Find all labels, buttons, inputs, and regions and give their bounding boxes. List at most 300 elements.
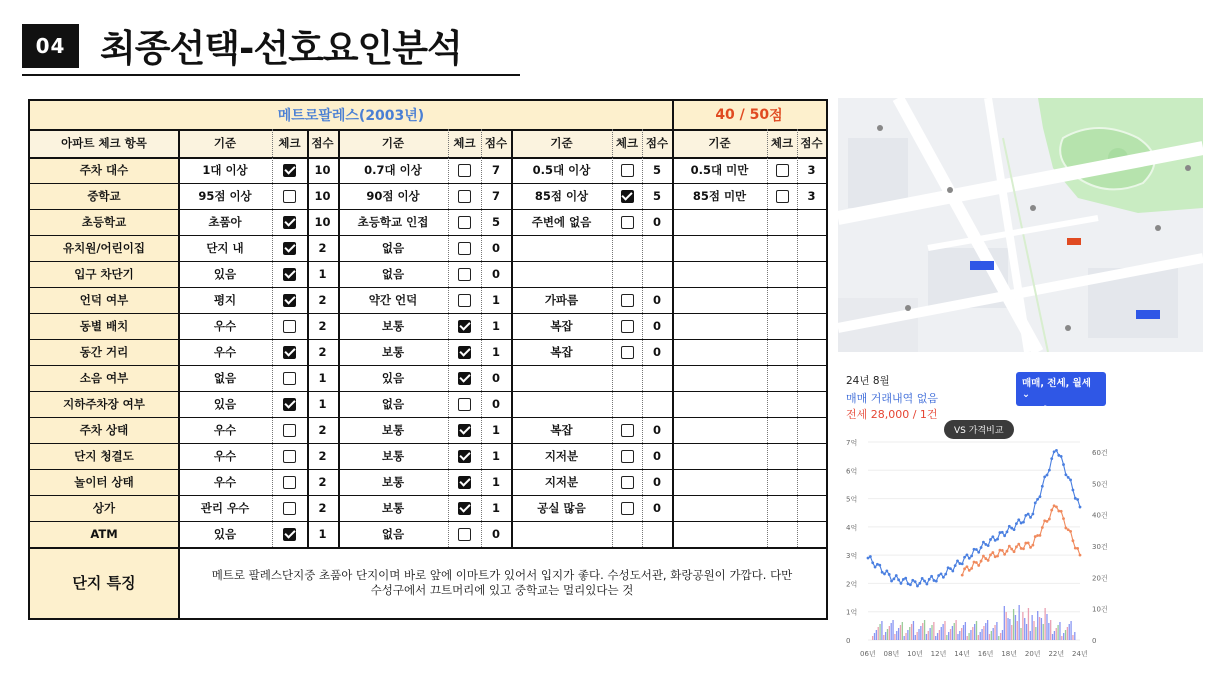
volume-bar [1024, 618, 1025, 640]
sale-series-point [933, 579, 936, 582]
score-cell: 0 [491, 371, 500, 385]
checkbox-unchecked[interactable] [458, 528, 471, 541]
sale-series-point [1029, 516, 1032, 519]
check-cell [272, 391, 307, 417]
row-item-label: 주차 상태 [30, 417, 178, 443]
score-cell: 0 [652, 215, 661, 229]
volume-bar [872, 636, 873, 640]
volume-bar [1035, 627, 1036, 640]
features-description [178, 547, 826, 618]
sale-series-point [885, 569, 888, 572]
checkbox-unchecked[interactable] [621, 216, 634, 229]
sale-series-point [1062, 463, 1065, 466]
criterion-cell: 지저분 [544, 449, 579, 463]
jeonse-series-point [1062, 517, 1065, 520]
criterion-cell: 90점 이상 [366, 189, 420, 203]
checkbox-unchecked[interactable] [776, 164, 789, 177]
check-cell [612, 443, 642, 469]
row-item-label: 소음 여부 [30, 365, 178, 391]
score-cell: 0 [652, 501, 661, 515]
x-tick-label: 16년 [977, 650, 994, 658]
check-cell [448, 287, 481, 313]
volume-bar [1041, 618, 1042, 640]
sale-series-point [918, 582, 921, 585]
check-cell [272, 443, 307, 469]
score-cell: 2 [318, 475, 327, 489]
checkbox-unchecked[interactable] [283, 502, 296, 515]
checkbox-unchecked[interactable] [621, 320, 634, 333]
grid-line [511, 129, 513, 547]
checkbox-checked[interactable] [458, 450, 471, 463]
volume-bar [983, 626, 984, 640]
check-cell [612, 313, 642, 339]
header-check: 체크 [272, 129, 307, 157]
score-cell: 1 [318, 527, 327, 541]
price-panel [838, 364, 1210, 669]
check-cell [767, 157, 797, 183]
jeonse-series-point [1048, 518, 1051, 521]
map-canvas [838, 98, 1203, 352]
volume-bar [1069, 624, 1070, 640]
volume-bar [980, 632, 981, 640]
score-cell: 0 [652, 345, 661, 359]
volume-bar [987, 620, 988, 640]
checkbox-unchecked[interactable] [621, 450, 634, 463]
x-tick-label: 10년 [907, 650, 923, 658]
sale-series-point [1022, 521, 1025, 524]
criterion-cell: 85점 미만 [692, 189, 747, 203]
jeonse-series-point [1006, 550, 1009, 553]
checkbox-checked[interactable] [458, 502, 471, 515]
volume-bar [981, 629, 982, 640]
jeonse-series-point [1067, 528, 1070, 531]
criterion-cell: 단지 내 [206, 241, 244, 255]
check-cell [272, 287, 307, 313]
volume-bar [989, 634, 990, 640]
title-underline [22, 74, 520, 76]
jeonse-series-point [968, 569, 971, 572]
sale-series-point [916, 585, 919, 588]
volume-bar [1054, 631, 1055, 640]
sale-series-point [944, 573, 947, 576]
checkbox-unchecked[interactable] [283, 190, 296, 203]
grid-line [672, 129, 674, 547]
volume-bar [1015, 615, 1016, 640]
checkbox-checked[interactable] [283, 346, 296, 359]
checkbox-checked[interactable] [621, 190, 634, 203]
jeonse-series-point [1029, 546, 1032, 549]
checkbox-checked[interactable] [283, 216, 296, 229]
grid-line [338, 129, 340, 547]
criterion-cell: 평지 [213, 293, 237, 307]
sale-series-point [987, 544, 990, 547]
chevron-down-icon: ⌄ [1022, 389, 1030, 400]
check-cell [448, 235, 481, 261]
jeonse-series-point [982, 555, 985, 558]
jeonse-series-point [1020, 547, 1023, 550]
volume-bar [959, 631, 960, 640]
features-label: 단지 특징 [30, 547, 178, 618]
volume-bar [1037, 611, 1038, 640]
sale-series-point [1048, 469, 1051, 472]
check-cell [612, 495, 642, 521]
grid-line [30, 313, 826, 314]
volume-bar [887, 629, 888, 640]
volume-bar [907, 630, 908, 640]
jeonse-series-point [1001, 549, 1004, 552]
checkbox-checked[interactable] [283, 268, 296, 281]
check-cell [448, 313, 481, 339]
jeonse-series-point [1039, 534, 1042, 537]
sale-series-point [991, 535, 994, 538]
jeonse-series-point [1046, 520, 1049, 523]
volume-bar [994, 625, 995, 640]
check-cell [272, 261, 307, 287]
score-cell: 0 [652, 319, 661, 333]
jeonse-series-point [966, 565, 969, 568]
y-right-tick-label: 50건 [1092, 480, 1108, 489]
checkbox-checked[interactable] [283, 294, 296, 307]
jeonse-series-point [1079, 554, 1082, 557]
section-number-badge: 04 [22, 24, 79, 68]
score-cell: 0 [491, 267, 500, 281]
check-cell [448, 209, 481, 235]
checkbox-checked[interactable] [283, 242, 296, 255]
volume-bar [911, 624, 912, 640]
x-tick-label: 08년 [883, 650, 900, 658]
criterion-cell: 주변에 없음 [531, 215, 592, 229]
jeonse-price-label: 전세 28,000 / 1건 [846, 408, 938, 421]
check-cell [448, 261, 481, 287]
y-left-tick-label: 5억 [846, 495, 858, 504]
checkbox-unchecked[interactable] [621, 424, 634, 437]
checkbox-unchecked[interactable] [621, 502, 634, 515]
checkbox-checked[interactable] [458, 476, 471, 489]
volume-bar [976, 621, 977, 640]
check-cell [448, 365, 481, 391]
sale-series-point [1069, 479, 1072, 482]
check-cell [272, 469, 307, 495]
sale-series-point [951, 570, 954, 573]
sale-series-point [994, 539, 997, 542]
checkbox-unchecked[interactable] [621, 476, 634, 489]
checkbox-checked[interactable] [458, 346, 471, 359]
criterion-cell: 1대 이상 [202, 163, 248, 177]
sale-series-point [954, 564, 957, 567]
sale-series-point [925, 583, 928, 586]
grid-line [30, 235, 826, 236]
check-cell [448, 495, 481, 521]
jeonse-series-point [1027, 542, 1030, 545]
features-line-1: 메트로 팔레스단지중 초품아 단지이며 바로 앞에 이마트가 있어서 입지가 좋다. 수성도서관, 화랑공원이 가깝다. 다만 [211, 567, 793, 582]
jeonse-series-point [961, 574, 964, 577]
x-tick-label: 22년 [1048, 650, 1065, 658]
volume-bar [1050, 620, 1051, 640]
check-cell [448, 339, 481, 365]
checkbox-unchecked[interactable] [776, 190, 789, 203]
checkbox-unchecked[interactable] [458, 294, 471, 307]
sale-series-point [888, 573, 891, 576]
sale-series-point [874, 566, 877, 569]
sale-series-point [996, 538, 999, 541]
volume-bar [993, 628, 994, 640]
checkbox-unchecked[interactable] [458, 164, 471, 177]
criterion-cell: 0.7대 이상 [364, 163, 422, 177]
checkbox-unchecked[interactable] [283, 450, 296, 463]
row-item-label: 상가 [30, 495, 178, 521]
criterion-cell: 보통 [381, 475, 405, 489]
jeonse-series-point [996, 555, 999, 558]
jeonse-series-point [1064, 527, 1067, 530]
volume-bar [902, 622, 903, 640]
sale-series-point [909, 583, 912, 586]
check-cell [612, 287, 642, 313]
criterion-cell: 보통 [381, 501, 405, 515]
checkbox-unchecked[interactable] [283, 424, 296, 437]
score-cell: 1 [491, 345, 500, 359]
checkbox-unchecked[interactable] [458, 268, 471, 281]
checklist-table [28, 99, 828, 620]
sale-series-point [1053, 450, 1056, 453]
sale-series-point [867, 557, 870, 560]
y-left-tick-label: 4억 [846, 523, 858, 532]
check-cell [272, 365, 307, 391]
sale-series-point [897, 578, 900, 581]
grid-line [30, 443, 826, 444]
volume-bar [974, 624, 975, 640]
jeonse-series-point [1069, 530, 1072, 533]
sale-series-point [958, 562, 961, 565]
volume-bar [952, 626, 953, 640]
x-tick-label: 24년 [1072, 650, 1088, 658]
x-tick-label: 06년 [860, 650, 876, 658]
volume-bar [929, 628, 930, 640]
x-tick-label: 18년 [1001, 650, 1018, 658]
volume-bar [985, 623, 986, 640]
deal-type-dropdown[interactable] [1016, 372, 1106, 418]
sale-series-point [1041, 485, 1044, 488]
volume-bar [1043, 624, 1044, 640]
check-cell [272, 313, 307, 339]
grid-line [30, 469, 826, 470]
volume-bar [941, 627, 942, 640]
volume-bar [885, 632, 886, 640]
vs-compare-button[interactable]: VS 가격비교 [944, 420, 1014, 439]
y-left-tick-label: 3억 [846, 552, 858, 561]
volume-bar [1031, 615, 1032, 640]
jeonse-series-line [962, 506, 1080, 575]
sale-series-point [1017, 518, 1020, 521]
score-cell: 5 [491, 215, 500, 229]
checkbox-unchecked[interactable] [283, 320, 296, 333]
volume-bar [1052, 634, 1053, 640]
check-cell [448, 521, 481, 547]
score-cell: 0 [652, 475, 661, 489]
jeonse-series-point [1076, 547, 1079, 550]
jeonse-series-point [987, 559, 990, 562]
sale-series-point [1013, 528, 1016, 531]
jeonse-series-point [1072, 539, 1075, 542]
row-item-label: 단지 청결도 [30, 443, 178, 469]
sale-series-point [968, 557, 971, 560]
sale-series-point [982, 541, 985, 544]
checkbox-checked[interactable] [283, 398, 296, 411]
volume-bar [1022, 612, 1023, 640]
score-cell: 1 [491, 423, 500, 437]
criterion-cell: 있음 [213, 527, 237, 541]
volume-bar [1017, 621, 1018, 640]
score-cell: 2 [318, 449, 327, 463]
check-cell [612, 157, 642, 183]
y-left-tick-label: 0 [846, 637, 851, 645]
jeonse-series-point [963, 567, 966, 570]
jeonse-series-point [989, 553, 992, 556]
checkbox-unchecked[interactable] [458, 242, 471, 255]
score-cell: 0 [652, 423, 661, 437]
sale-series-point [1034, 502, 1037, 505]
checkbox-checked[interactable] [458, 372, 471, 385]
jeonse-series-point [970, 567, 973, 570]
volume-bar [1070, 621, 1071, 640]
checkbox-unchecked[interactable] [283, 372, 296, 385]
criterion-cell: 0.5대 이상 [532, 163, 591, 177]
sale-series-point [1076, 498, 1079, 501]
y-right-tick-label: 20건 [1092, 574, 1108, 583]
checkbox-unchecked[interactable] [458, 398, 471, 411]
criterion-cell: 보통 [381, 319, 405, 333]
score-cell: 3 [807, 189, 816, 203]
sale-series-point [923, 580, 926, 583]
criterion-cell: 있음 [213, 267, 237, 281]
jeonse-series-point [1017, 543, 1020, 546]
criterion-cell: 우수 [213, 475, 237, 489]
sale-series-point [1079, 506, 1082, 509]
volume-bar [978, 635, 979, 640]
header-score: 점수 [642, 129, 672, 157]
volume-bar [1056, 628, 1057, 640]
check-cell [612, 417, 642, 443]
grid-line [272, 129, 273, 547]
volume-bar [954, 623, 955, 640]
volume-bar [1011, 625, 1012, 640]
jeonse-series-point [1022, 547, 1025, 550]
jeonse-series-point [1015, 545, 1018, 548]
jeonse-series-point [973, 561, 976, 564]
volume-bar [939, 630, 940, 640]
criterion-cell: 지저분 [544, 475, 579, 489]
score-cell: 2 [318, 241, 327, 255]
y-right-tick-label: 30건 [1092, 543, 1108, 551]
y-left-tick-label: 6억 [846, 467, 858, 476]
volume-bar [1000, 633, 1001, 640]
check-cell [448, 469, 481, 495]
grid-line [30, 209, 826, 210]
grid-line [30, 287, 826, 288]
score-cell: 1 [318, 397, 327, 411]
volume-bar [948, 632, 949, 640]
volume-bar [1039, 617, 1040, 640]
check-cell [448, 183, 481, 209]
volume-bar [1057, 625, 1058, 640]
sale-series-point [921, 577, 924, 580]
criterion-cell: 없음 [381, 267, 405, 281]
grid-line [30, 129, 826, 131]
checkbox-checked[interactable] [283, 164, 296, 177]
jeonse-series-point [975, 561, 978, 564]
apartment-year: (2003년) [358, 108, 425, 124]
score-cell: 2 [318, 345, 327, 359]
criterion-cell: 0.5대 미만 [690, 163, 749, 177]
checkbox-checked[interactable] [458, 320, 471, 333]
volume-bar [946, 635, 947, 640]
check-cell [272, 417, 307, 443]
sale-series-point [989, 538, 992, 541]
score-cell: 1 [491, 475, 500, 489]
volume-bar [894, 634, 895, 640]
sale-series-point [1027, 513, 1030, 516]
volume-bar [1059, 622, 1060, 640]
volume-bar [1046, 614, 1047, 640]
score-cell: 2 [318, 423, 327, 437]
sale-series-point [1039, 495, 1042, 498]
score-cell: 1 [491, 449, 500, 463]
grid-line [481, 129, 482, 547]
score-cell: 1 [318, 371, 327, 385]
volume-bar [1020, 628, 1021, 640]
y-right-tick-label: 10건 [1092, 605, 1108, 614]
sale-series-point [1067, 476, 1070, 479]
sale-series-point [1072, 489, 1075, 492]
header-score: 점수 [797, 129, 826, 157]
volume-bar [931, 625, 932, 640]
location-map[interactable] [838, 98, 1203, 352]
criterion-cell: 관리 우수 [200, 501, 250, 515]
header-criterion: 기준 [672, 129, 767, 157]
row-item-label: 주차 대수 [30, 157, 178, 183]
sale-series-point [878, 564, 881, 567]
volume-bar [928, 631, 929, 640]
row-item-label: 언덕 여부 [30, 287, 178, 313]
score-cell: 1 [491, 501, 500, 515]
score-cell: 3 [807, 163, 816, 177]
checkbox-unchecked[interactable] [283, 476, 296, 489]
deal-type-label: 매매, 전세, 월세 [1022, 378, 1091, 389]
volume-bar [1033, 621, 1034, 640]
criterion-cell: 보통 [381, 423, 405, 437]
volume-bar [883, 635, 884, 640]
criterion-cell: 없음 [381, 397, 405, 411]
checkbox-checked[interactable] [283, 528, 296, 541]
checkbox-unchecked[interactable] [621, 294, 634, 307]
checkbox-unchecked[interactable] [458, 216, 471, 229]
checkbox-unchecked[interactable] [458, 190, 471, 203]
grid-line [30, 261, 826, 262]
sale-series-point [975, 548, 978, 551]
score-cell: 2 [318, 319, 327, 333]
checkbox-unchecked[interactable] [621, 164, 634, 177]
criterion-cell: 복잡 [550, 423, 573, 437]
jeonse-series-point [1013, 550, 1016, 553]
volume-bar [1074, 632, 1075, 640]
volume-bar [1067, 627, 1068, 640]
volume-bar [1044, 608, 1045, 640]
row-item-label: 동별 배치 [30, 313, 178, 339]
volume-bar [1019, 605, 1020, 640]
sale-series-point [1055, 449, 1058, 452]
sale-series-point [1003, 534, 1006, 537]
checkbox-unchecked[interactable] [621, 346, 634, 359]
checkbox-checked[interactable] [458, 424, 471, 437]
